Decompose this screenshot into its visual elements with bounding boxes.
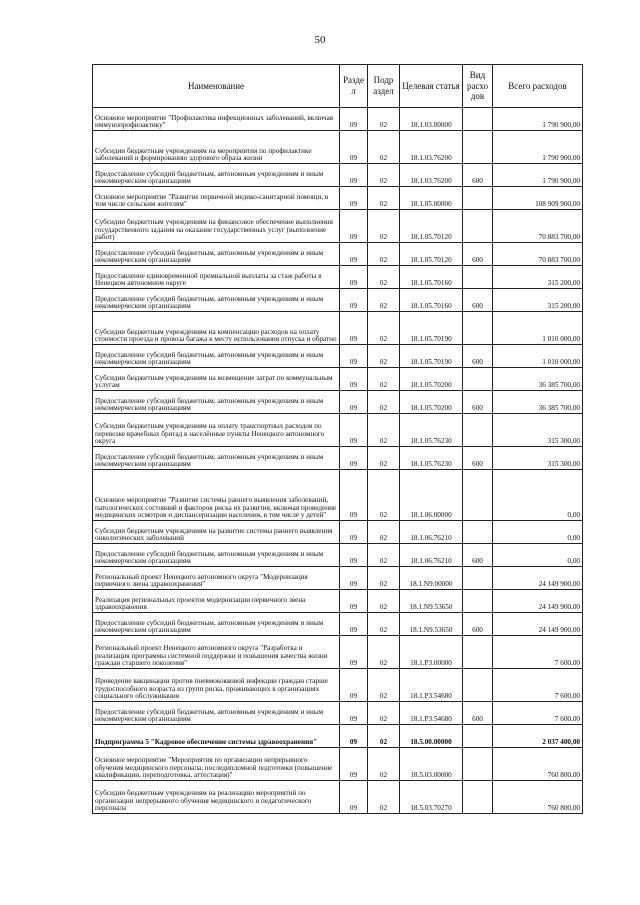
table-row [93,521,583,544]
row-expense-type [463,312,493,345]
row-subsection: 02 [368,289,400,312]
row-target: 18.1.05.70200 [400,391,463,414]
row-expense-type: 600 [463,164,493,187]
row-section: 09 [340,447,368,470]
row-subsection: 02 [368,725,400,748]
row-subsection: 02 [368,613,400,636]
header-target: Целевая статья [400,65,463,108]
header-expense-type: Вид расхо дов [463,65,493,108]
table-row [93,725,583,748]
row-target: 18.1.05.70120 [400,210,463,243]
row-subsection: 02 [368,164,400,187]
row-section: 09 [340,725,368,748]
row-target: 18.1.05.70120 [400,243,463,266]
row-total: 1 790 900,00 [493,164,583,187]
row-name: Основное мероприятие "Развитие системы раннего выявления заболеваний, патологических состояний и факторов риска их развития, включая проведение медицинских осмотров и диспансеризации населения, в том числе у детей" [93,470,340,521]
row-subsection: 02 [368,781,400,814]
row-expense-type [463,521,493,544]
header-subsection: Подр аздел [368,65,400,108]
row-subsection: 02 [368,345,400,368]
row-total: 36 385 700,00 [493,368,583,391]
table-body [93,108,583,814]
row-name: Предоставление субсидий бюджетным, автономным учреждениям и иным некоммерческим организациям [93,702,340,725]
row-section: 09 [340,266,368,289]
row-total: 0,00 [493,470,583,521]
row-section: 09 [340,164,368,187]
expenditure-table [92,64,583,814]
row-subsection: 02 [368,414,400,447]
row-total: 24 149 900,00 [493,567,583,590]
row-name: Предоставление субсидий бюджетным, автономным учреждениям и иным некоммерческим организациям [93,243,340,266]
row-name: Предоставление субсидий бюджетным, автономным учреждениям и иным некоммерческим организациям [93,345,340,368]
row-section: 09 [340,243,368,266]
table-row [93,544,583,567]
table-row [93,391,583,414]
table-row [93,590,583,613]
row-subsection: 02 [368,748,400,781]
row-target: 18.1.05.70190 [400,312,463,345]
row-subsection: 02 [368,702,400,725]
row-section: 09 [340,187,368,210]
table-row [93,164,583,187]
row-expense-type: 600 [463,243,493,266]
table-row [93,368,583,391]
row-expense-type: 600 [463,391,493,414]
row-expense-type [463,669,493,702]
row-section: 09 [340,131,368,164]
row-section: 09 [340,544,368,567]
row-name: Субсидии бюджетным учреждениям на мероприятия по профилактике заболеваний и формированию здорового образа жизни [93,131,340,164]
table-row [93,636,583,669]
row-name: Субсидии бюджетным учреждениям на реализацию мероприятий по организации непрерывного обучения медицинского и педагогического персонала [93,781,340,814]
row-target: 18.1.06.00000 [400,470,463,521]
row-subsection: 02 [368,470,400,521]
row-section: 09 [340,289,368,312]
row-expense-type [463,187,493,210]
row-total: 0,00 [493,521,583,544]
row-target: 18.5.00.00000 [400,725,463,748]
table-row [93,187,583,210]
row-expense-type: 600 [463,702,493,725]
row-expense-type: 600 [463,613,493,636]
table-row [93,470,583,521]
row-expense-type [463,414,493,447]
row-section: 09 [340,590,368,613]
table-row [93,266,583,289]
row-name: Субсидии бюджетным учреждениям на финансовое обеспечение выполнения государственного задания на оказание государственных услуг (выполнение работ) [93,210,340,243]
table-header-row [93,65,583,108]
row-section: 09 [340,613,368,636]
row-total: 36 385 700,00 [493,391,583,414]
row-total: 70 883 700,00 [493,243,583,266]
header-total: Всего расходов [493,65,583,108]
row-subsection: 02 [368,567,400,590]
row-total: 7 600,00 [493,669,583,702]
row-section: 09 [340,414,368,447]
row-name: Региональный проект Ненецкого автономного округа "Модернизация первичного звена здравоохранения" [93,567,340,590]
row-name: Предоставление субсидий бюджетным, автономным учреждениям и иным некоммерческим организациям [93,391,340,414]
row-target: 18.1.03.00000 [400,108,463,131]
row-name: Основное мероприятие "Развитие первичной медико-санитарной помощи, в том числе сельским жителям" [93,187,340,210]
row-name: Предоставление единовременной премиальной выплаты за стаж работы в Ненецком автономном округе [93,266,340,289]
row-target: 18.1.06.76210 [400,521,463,544]
table-row [93,312,583,345]
row-target: 18.1.05.00000 [400,187,463,210]
table-row [93,748,583,781]
row-total: 315 300,00 [493,414,583,447]
row-target: 18.1.03.76200 [400,164,463,187]
row-expense-type [463,636,493,669]
row-subsection: 02 [368,243,400,266]
row-section: 09 [340,108,368,131]
row-expense-type: 600 [463,345,493,368]
row-name: Предоставление субсидий бюджетным, автономным учреждениям и иным некоммерческим организациям [93,544,340,567]
row-section: 09 [340,521,368,544]
row-section: 09 [340,345,368,368]
row-subsection: 02 [368,636,400,669]
row-total: 7 600,00 [493,702,583,725]
table-row [93,243,583,266]
row-name: Основное мероприятие "Профилактика инфекционных заболеваний, включая иммунопрофилактику" [93,108,340,131]
row-target: 18.1.06.76210 [400,544,463,567]
row-total: 1 010 000,00 [493,345,583,368]
row-target: 18.1.05.70160 [400,289,463,312]
row-subsection: 02 [368,544,400,567]
row-subsection: 02 [368,108,400,131]
row-section: 09 [340,669,368,702]
row-subsection: 02 [368,187,400,210]
table-row [93,345,583,368]
row-name: Субсидии бюджетным учреждениям на возмещение затрат по коммунальным услугам [93,368,340,391]
row-name: Предоставление субсидий бюджетным, автономным учреждениям и иным некоммерческим организациям [93,164,340,187]
row-name: Подпрограмма 5 "Кадровое обеспечение системы здравоохранения" [93,725,340,748]
row-subsection: 02 [368,521,400,544]
row-section: 09 [340,636,368,669]
row-name: Предоставление субсидий бюджетным, автономным учреждениям и иным некоммерческим организациям [93,289,340,312]
table-row [93,781,583,814]
row-total: 315 300,00 [493,447,583,470]
row-expense-type [463,725,493,748]
table-row [93,108,583,131]
row-total: 24 149 900,00 [493,613,583,636]
row-target: 18.1.05.70160 [400,266,463,289]
row-expense-type [463,266,493,289]
row-subsection: 02 [368,447,400,470]
table-row [93,702,583,725]
row-section: 09 [340,210,368,243]
row-total: 108 909 900,00 [493,187,583,210]
header-name: Наименование [93,65,340,108]
row-expense-type [463,470,493,521]
row-target: 18.1.05.70190 [400,345,463,368]
row-subsection: 02 [368,312,400,345]
row-name: Реализация региональных проектов модернизации первичного звена здравоохранения [93,590,340,613]
row-total: 315 200,00 [493,289,583,312]
row-target: 18.1.03.76200 [400,131,463,164]
row-section: 09 [340,781,368,814]
row-subsection: 02 [368,368,400,391]
table-row [93,289,583,312]
row-subsection: 02 [368,391,400,414]
row-section: 09 [340,391,368,414]
row-target: 18.1.05.70200 [400,368,463,391]
table-row [93,567,583,590]
row-subsection: 02 [368,210,400,243]
table-row [93,447,583,470]
row-expense-type [463,131,493,164]
row-target: 18.1.05.76230 [400,447,463,470]
row-section: 09 [340,748,368,781]
row-total: 7 600,00 [493,636,583,669]
table-row [93,210,583,243]
row-name: Региональный проект Ненецкого автономного округа "Разработка и реализация программы системной поддержки и повышения качества жизни граждан старшего поколения" [93,636,340,669]
row-subsection: 02 [368,669,400,702]
row-expense-type: 600 [463,289,493,312]
row-total: 70 883 700,00 [493,210,583,243]
row-subsection: 02 [368,131,400,164]
row-name: Субсидии бюджетным учреждениям на развитие системы раннего выявления онкологических заболеваний [93,521,340,544]
table-row [93,131,583,164]
row-target: 18.1.N9.53650 [400,590,463,613]
row-name: Предоставление субсидий бюджетным, автономным учреждениям и иным некоммерческим организациям [93,447,340,470]
row-subsection: 02 [368,266,400,289]
row-expense-type [463,781,493,814]
row-name: Предоставление субсидий бюджетным, автономным учреждениям и иным некоммерческим организациям [93,613,340,636]
row-expense-type [463,108,493,131]
row-total: 24 149 900,00 [493,590,583,613]
row-total: 760 800,00 [493,748,583,781]
header-section: Разде л [340,65,368,108]
row-total: 0,00 [493,544,583,567]
row-target: 18.5.03.70270 [400,781,463,814]
row-expense-type [463,748,493,781]
row-section: 09 [340,312,368,345]
row-expense-type [463,590,493,613]
row-expense-type [463,210,493,243]
row-section: 09 [340,368,368,391]
row-section: 09 [340,470,368,521]
row-expense-type: 600 [463,544,493,567]
row-name: Субсидии бюджетным учреждениям на компенсацию расходов на оплату стоимости проезда и провоза багажа к месту использования отпуска и обратно [93,312,340,345]
row-expense-type [463,567,493,590]
row-name: Субсидии бюджетным учреждениям на оплату транспортных расходов по перевозке врачебных бригад в населённые пункты Ненецкого автономного округа [93,414,340,447]
row-total: 2 037 400,00 [493,725,583,748]
row-expense-type [463,368,493,391]
row-name: Основное мероприятие "Мероприятия по организации непрерывного обучения медицинского персонала, последипломной подготовки (повышение квалификации, переподготовка, аттестация)" [93,748,340,781]
row-section: 09 [340,702,368,725]
row-target: 18.1.N9.00000 [400,567,463,590]
row-expense-type: 600 [463,447,493,470]
row-total: 315 200,00 [493,266,583,289]
row-name: Проведение вакцинации против пневмококковой инфекции граждан старше трудоспособного возраста из групп риска, проживающих в организациях социального обслуживания [93,669,340,702]
page-number: 50 [314,34,326,46]
table-row [93,613,583,636]
row-total: 1 790 900,00 [493,108,583,131]
row-section: 09 [340,567,368,590]
row-target: 18.1.P3.54680 [400,702,463,725]
table-row [93,669,583,702]
row-target: 18.1.N9.53650 [400,613,463,636]
row-target: 18.1.P3.54680 [400,669,463,702]
row-target: 18.5.03.00000 [400,748,463,781]
row-total: 1 790 900,00 [493,131,583,164]
row-total: 1 010 000,00 [493,312,583,345]
row-target: 18.1.P3.00000 [400,636,463,669]
row-total: 760 800,00 [493,781,583,814]
table-row [93,414,583,447]
row-target: 18.1.05.76230 [400,414,463,447]
row-subsection: 02 [368,590,400,613]
